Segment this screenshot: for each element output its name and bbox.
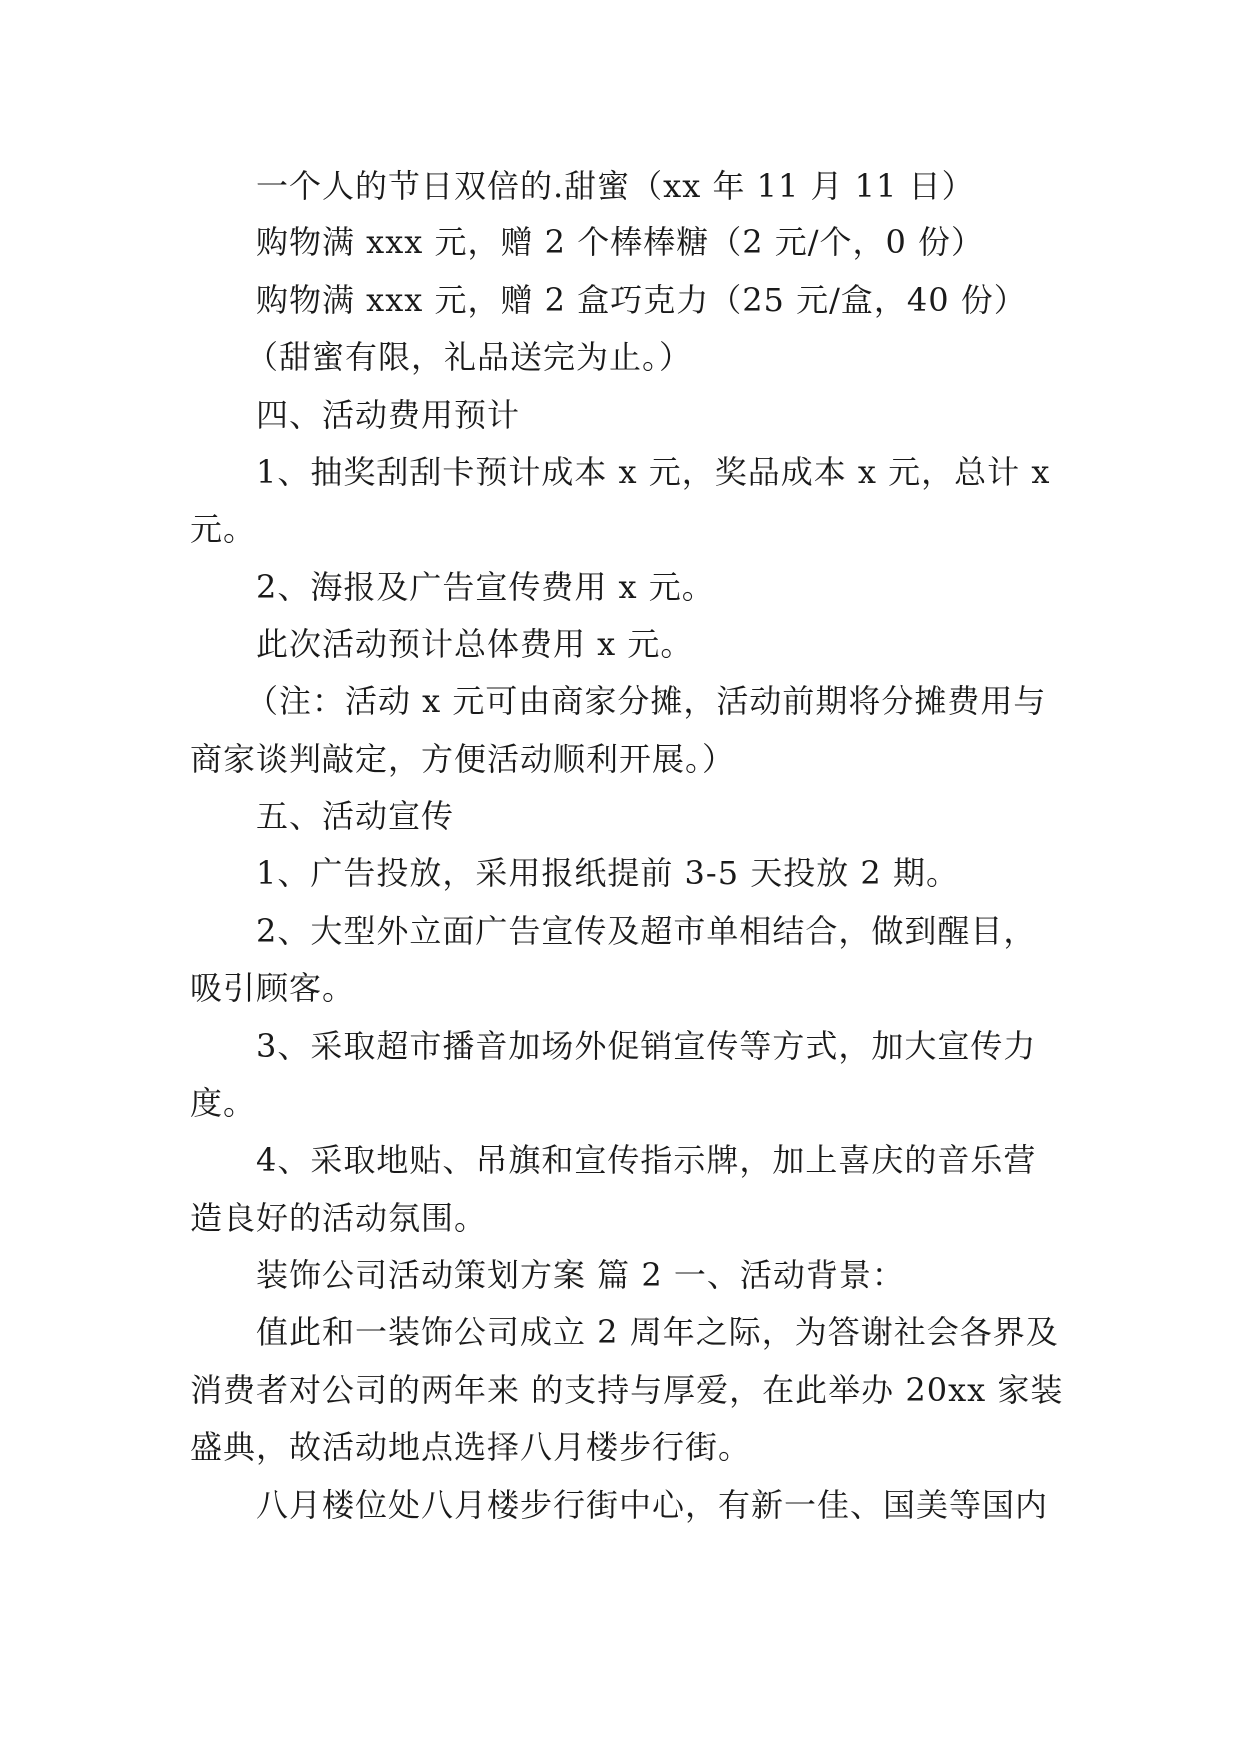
- text-line-19: 造良好的活动氛围。: [190, 1199, 488, 1237]
- text-line-9: 此次活动预计总体费用 x 元。: [256, 625, 694, 663]
- text-line-13: 1、广告投放，采用报纸提前 3-5 天投放 2 期。: [256, 854, 959, 892]
- text-line-17: 度。: [190, 1084, 257, 1122]
- text-line-24: 八月楼位处八月楼步行街中心，有新一佳、国美等国内: [256, 1486, 1049, 1524]
- text-line-23: 盛典，故活动地点选择八月楼步行街。: [190, 1428, 752, 1466]
- text-line-15: 吸引顾客。: [190, 969, 356, 1007]
- section-heading-part2: 装饰公司活动策划方案 篇 2 一、活动背景：: [256, 1256, 905, 1294]
- text-line-6: 1、抽奖刮刮卡预计成本 x 元，奖品成本 x 元，总计 x: [256, 453, 1051, 491]
- text-line-21: 值此和一装饰公司成立 2 周年之际，为答谢社会各界及: [256, 1313, 1059, 1351]
- text-line-4: （甜蜜有限，礼品送完为止。）: [246, 338, 693, 376]
- text-line-7: 元。: [190, 510, 257, 548]
- section-heading-5: 五、活动宣传: [256, 797, 455, 835]
- text-line-14: 2、大型外立面广告宣传及超市单相结合，做到醒目，: [256, 912, 1037, 950]
- text-line-22: 消费者对公司的两年来 的支持与厚爱，在此举办 20xx 家装: [190, 1371, 1064, 1409]
- section-heading-4: 四、活动费用预计: [256, 396, 521, 434]
- text-line-16: 3、采取超市播音加场外促销宣传等方式，加大宣传力: [256, 1027, 1037, 1065]
- text-line-1: 一个人的节日双倍的.甜蜜（xx 年 11 月 11 日）: [256, 167, 975, 205]
- text-line-3: 购物满 xxx 元，赠 2 盒巧克力（25 元/盒，40 份）: [256, 281, 1027, 319]
- text-line-8: 2、海报及广告宣传费用 x 元。: [256, 568, 715, 606]
- text-line-18: 4、采取地贴、吊旗和宣传指示牌，加上喜庆的音乐营: [256, 1141, 1037, 1179]
- text-line-11: 商家谈判敲定，方便活动顺利开展。）: [190, 740, 736, 778]
- text-line-10: （注：活动 x 元可由商家分摊，活动前期将分摊费用与: [246, 682, 1047, 720]
- text-line-2: 购物满 xxx 元，赠 2 个棒棒糖（2 元/个，0 份）: [256, 223, 985, 261]
